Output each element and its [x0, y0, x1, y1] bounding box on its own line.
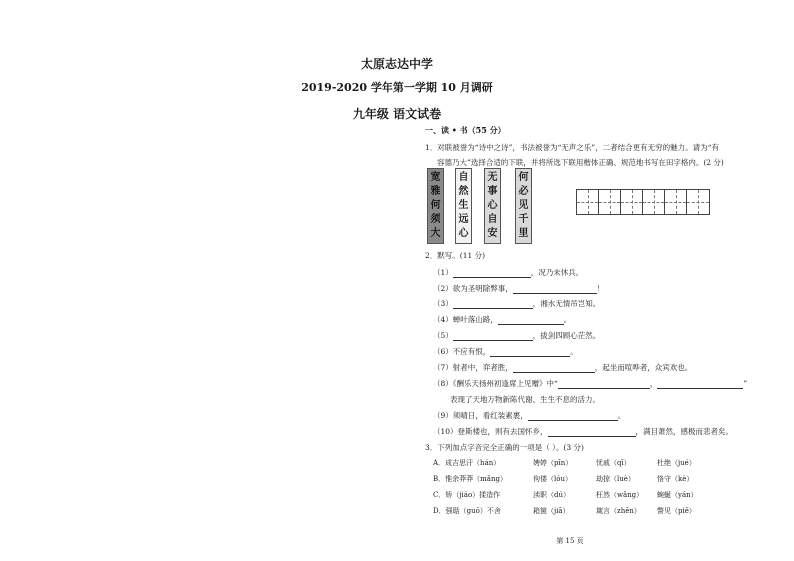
couplet-char: 何 [430, 200, 441, 211]
item-text: 射者中，弈者胜， [452, 363, 513, 372]
q2-item-8-continued: 表现了天地万物新陈代谢、生生不息的活力。 [450, 395, 600, 404]
page-number: 第 15 页 [556, 537, 584, 545]
answer-blank[interactable] [513, 364, 595, 373]
option-choice: 箱箧（jiā） [533, 507, 570, 515]
item-text: 蝉叶落山路， [452, 315, 498, 324]
item-text: ，满目萧然，感极而悲者矣。 [635, 427, 734, 436]
option-choice: 忧戚（qī） [596, 459, 631, 467]
answer-blank[interactable] [528, 412, 618, 421]
answer-blank[interactable] [453, 269, 531, 278]
option-choice: 娉婷（pīn） [533, 459, 573, 467]
item-text: 不应有恨， [452, 347, 491, 356]
option-choice: 惟余莽莽（mǎng） [445, 475, 507, 483]
answer-blank[interactable] [558, 380, 650, 389]
q2-item-2 [433, 283, 604, 294]
item-text: ” [743, 379, 748, 388]
q2-item-8 [433, 378, 747, 389]
option-label: A． [433, 459, 446, 467]
couplet-char: 自 [458, 172, 469, 183]
option-choice: 强聒（guō）不舍 [445, 507, 501, 515]
q3-option-c[interactable] [433, 490, 500, 500]
option-choice: 杜绝（jué） [657, 459, 696, 467]
q1-line2: 容德乃大”选择合适的下联，并将所选下联用楷体正确、规范地书写在田字格内。(2 分) [437, 158, 724, 167]
tianzige-cell[interactable] [577, 190, 599, 214]
item-number: （10） [433, 427, 458, 436]
couplet-char: 安 [487, 228, 498, 239]
item-text: 。 [570, 347, 578, 356]
item-text: ，起坐而喧哗者，众宾欢也。 [594, 363, 693, 372]
paper-subtitle: 九年级 语文试卷 [352, 107, 442, 121]
couplet-char: 何 [518, 172, 529, 183]
couplet-char: 然 [458, 186, 469, 197]
q2-item-4 [433, 314, 571, 325]
item-text: 。 [563, 315, 572, 324]
answer-blank[interactable] [453, 300, 533, 309]
item-text: 须晴日，看红装素裹， [452, 411, 528, 420]
item-number: （6） [433, 347, 453, 356]
answer-blank[interactable] [657, 380, 743, 389]
item-number: （5） [433, 331, 453, 340]
option-choice: 恪守（kè） [657, 475, 694, 483]
item-text: ，拔剑四顾心茫然。 [532, 331, 601, 340]
item-number: （1） [433, 268, 453, 277]
option-choice: 渎职（dú） [533, 491, 570, 499]
tianzige-cell[interactable] [621, 190, 643, 214]
q2-item-10 [433, 426, 733, 437]
couplet-char: 生 [458, 200, 469, 211]
item-number: （4） [433, 315, 453, 324]
option-choice: 蜿蜒（yán） [657, 491, 698, 499]
tianzige-cell[interactable] [643, 190, 665, 214]
item-text: ，湘水无情吊岂知。 [532, 299, 601, 308]
couplet-option-2 [455, 168, 472, 244]
option-choice: 佝偻（lóu） [533, 475, 572, 483]
option-choice: 劫掠（luè） [596, 475, 635, 483]
q2-heading: 2．默写。(11 分) [425, 251, 486, 260]
q2-item-7 [433, 362, 692, 373]
q2-item-9 [433, 410, 625, 421]
item-text: ！ [596, 284, 605, 293]
option-choice: 矫（jiáo）揉造作 [445, 491, 501, 499]
option-choice: 枉然（wǎng） [596, 491, 644, 499]
couplet-char: 远 [458, 214, 469, 225]
q3-option-b[interactable] [433, 474, 507, 484]
q2-item-6 [433, 346, 578, 357]
q2-item-3 [433, 298, 600, 309]
couplet-option-4 [515, 168, 532, 244]
item-text: 欲为圣明除弊事， [452, 284, 513, 293]
answer-blank[interactable] [513, 285, 597, 294]
item-text: 登斯楼也，则有去国怀乡， [457, 427, 548, 436]
tianzige-cell[interactable] [665, 190, 687, 214]
couplet-char: 宽 [430, 172, 441, 183]
option-label: D． [433, 507, 446, 515]
couplet-char: 必 [518, 186, 529, 197]
item-text: 。 [617, 411, 626, 420]
item-number: （8） [433, 379, 453, 388]
item-text: ，况乃未休兵。 [530, 268, 584, 277]
tianzige-grid[interactable] [576, 189, 710, 215]
couplet-char: 心 [487, 200, 498, 211]
q3-option-a[interactable] [433, 458, 500, 468]
couplet-char: 须 [430, 214, 441, 225]
couplet-option-3 [484, 168, 501, 244]
answer-blank[interactable] [490, 348, 570, 357]
q2-item-1 [433, 267, 583, 278]
couplet-char: 自 [487, 214, 498, 225]
answer-blank[interactable] [498, 316, 564, 325]
q3-heading: 3．下列加点字音完全正确的一项是（ ）。(3 分) [425, 443, 584, 452]
couplet-char: 见 [518, 200, 529, 211]
tianzige-cell[interactable] [599, 190, 621, 214]
item-text: ， [649, 379, 658, 388]
q1-line1: 1．对联被誉为“诗中之诗”，书法被誉为“无声之乐”，二者结合更有无穷的魅力。请为“有 [425, 143, 719, 152]
item-number: （9） [433, 411, 453, 420]
option-choice: 成吉思汗（hán） [445, 459, 501, 467]
couplet-option-1 [427, 168, 444, 244]
couplet-char: 事 [487, 186, 498, 197]
item-number: （2） [433, 284, 453, 293]
school-title: 太原志达中学 [360, 57, 433, 71]
section-heading: 一、读 • 书（55 分） [425, 125, 506, 135]
option-label: C． [433, 491, 446, 499]
answer-blank[interactable] [453, 332, 533, 341]
item-number: （7） [433, 363, 453, 372]
q3-option-d[interactable] [433, 506, 501, 516]
option-label: B． [433, 475, 446, 483]
q2-item-5 [433, 330, 600, 341]
item-number: （3） [433, 299, 453, 308]
couplet-char: 里 [518, 228, 529, 239]
answer-blank[interactable] [548, 428, 636, 437]
couplet-char: 千 [518, 214, 529, 225]
couplet-char: 大 [430, 228, 441, 239]
option-choice: 箴言（zhēn） [596, 507, 641, 515]
couplet-char: 雅 [430, 186, 441, 197]
couplet-char: 无 [487, 172, 498, 183]
option-choice: 瞥见（piě） [657, 507, 696, 515]
tianzige-cell[interactable] [687, 190, 709, 214]
couplet-char: 心 [458, 228, 469, 239]
exam-title: 2019-2020 学年第一学期 10 月调研 [301, 81, 493, 94]
item-text: 《酬乐天扬州初逢席上见赠》中“ [452, 379, 558, 388]
